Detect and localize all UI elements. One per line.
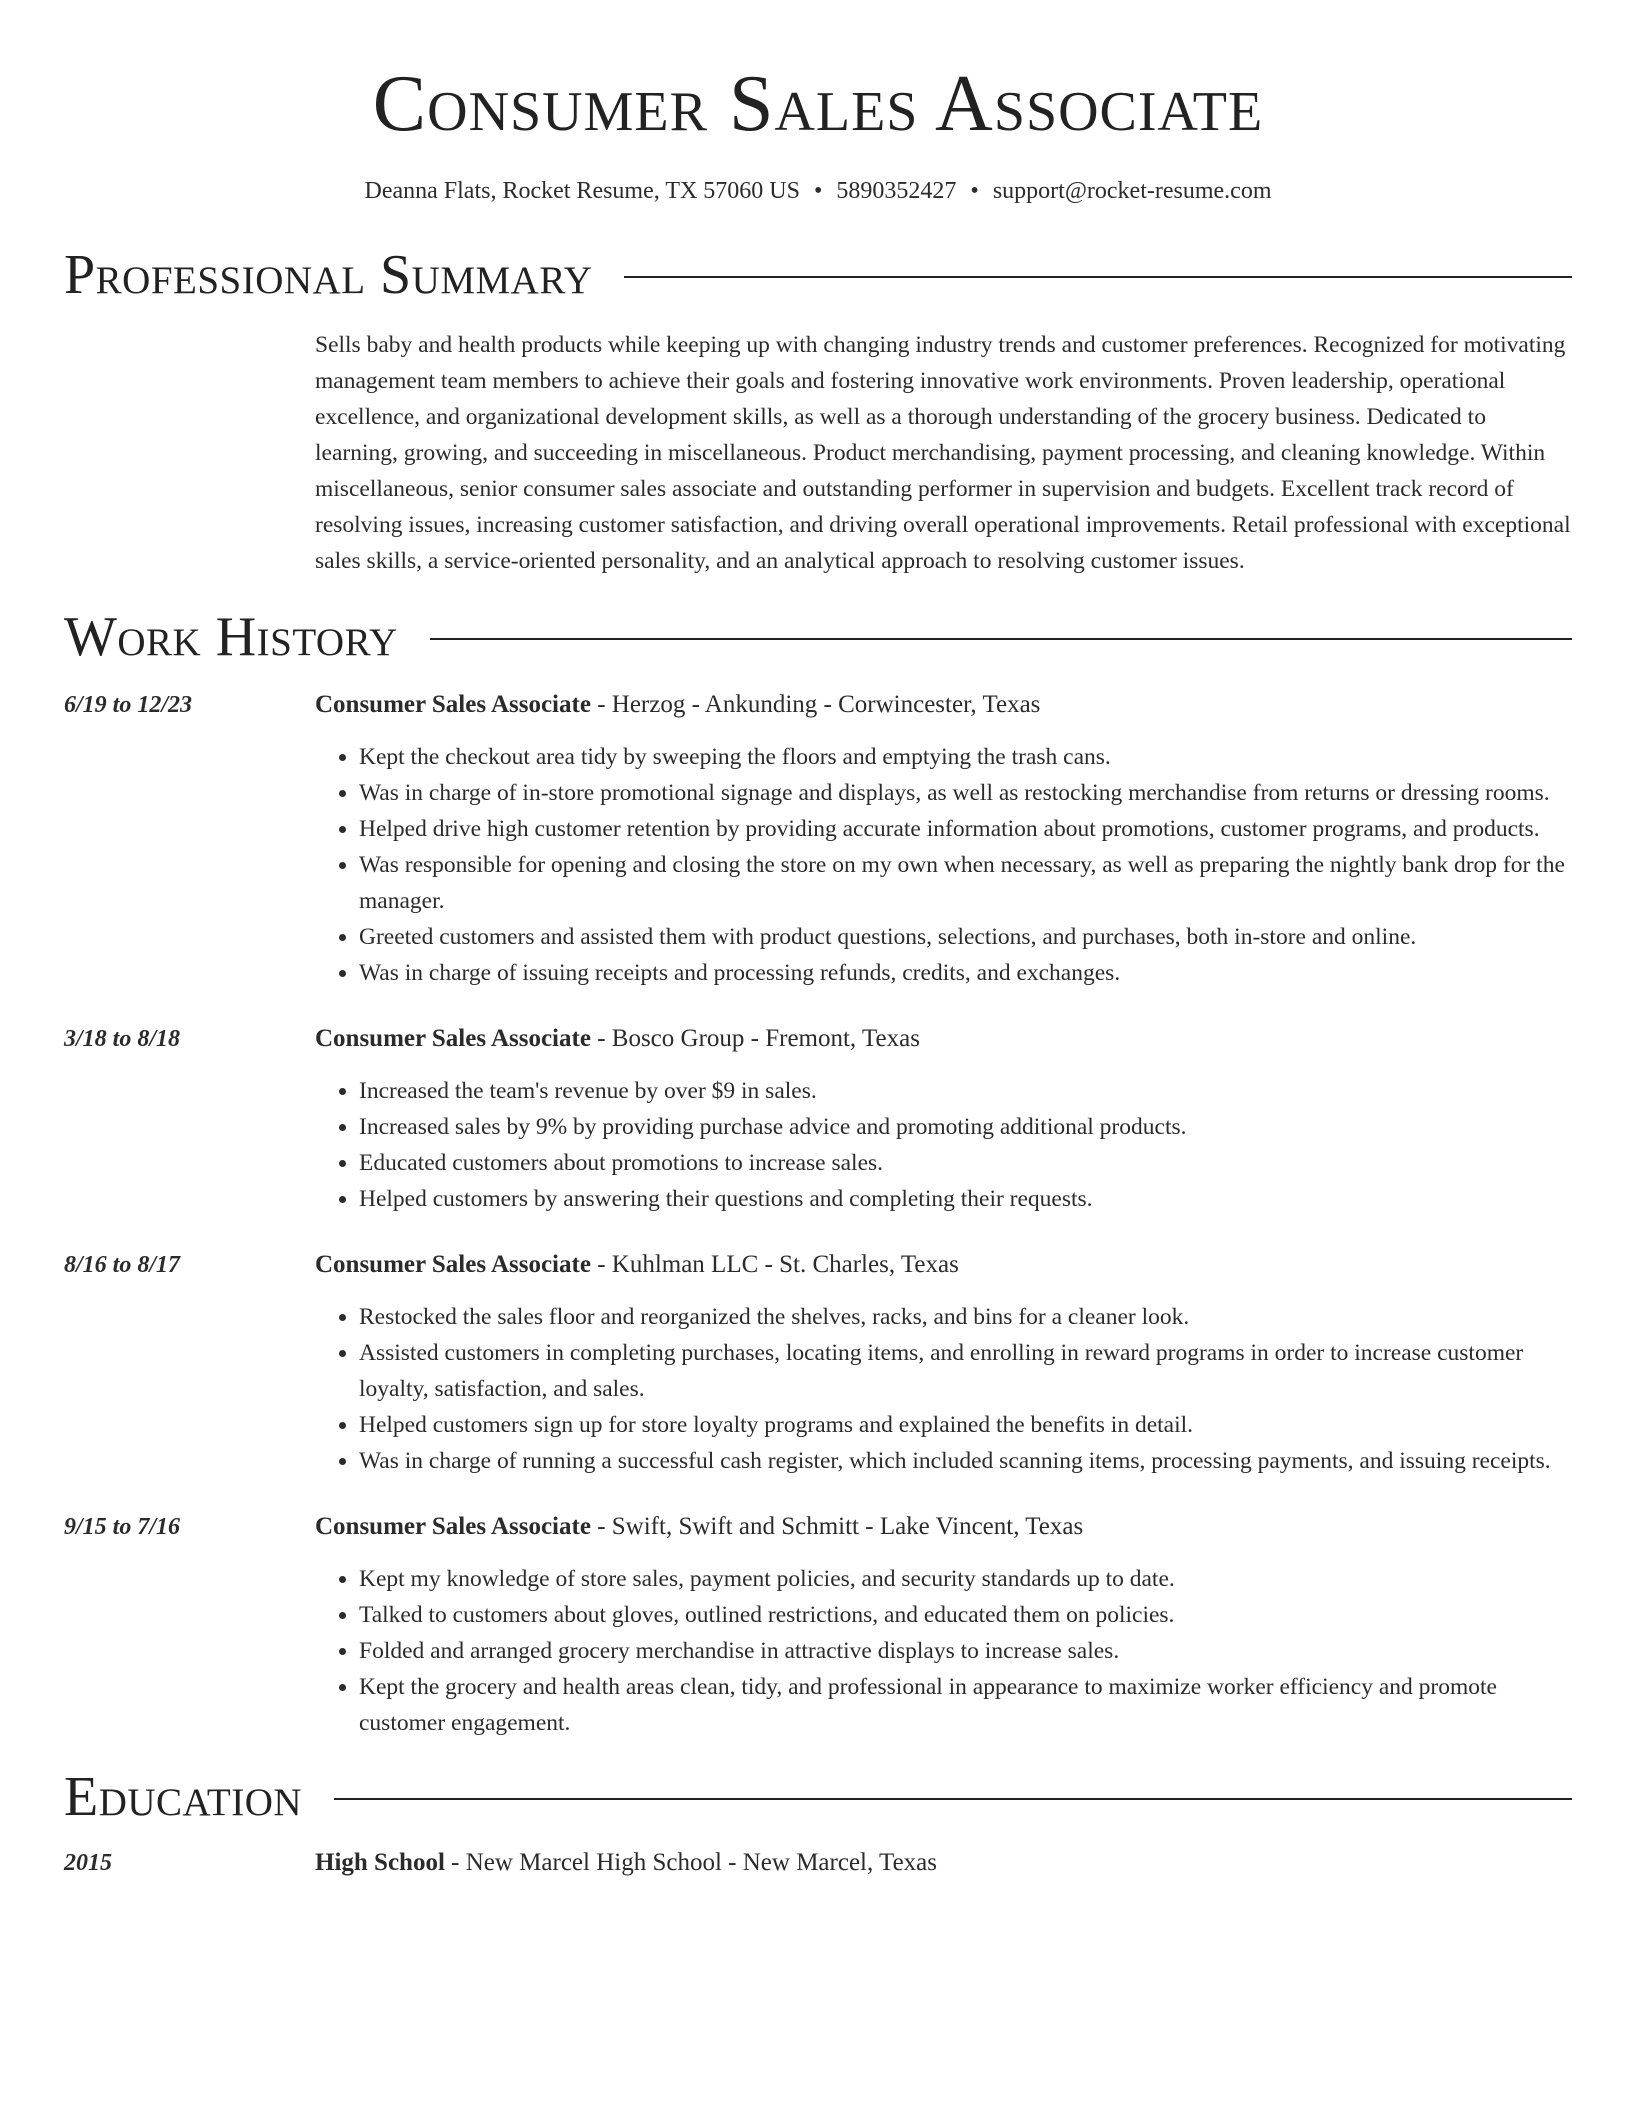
job-details xyxy=(315,1247,1572,1479)
list-item: • Kept the checkout area tidy by sweeping the floors and emptying the trash cans. xyxy=(359,739,1572,775)
work-section-header xyxy=(64,606,1572,668)
candidate-name: Consumer Sales Associate xyxy=(372,60,1264,148)
job-employer: - Bosco Group - Fremont, Texas xyxy=(590,1025,920,1052)
list-item: • Increased sales by 9% by providing purchase advice and promoting additional products. xyxy=(359,1109,1572,1145)
list-item: • Was responsible for opening and closing the store on my own when necessary, as well as preparing the nightly bank drop for the manager. xyxy=(359,847,1572,919)
summary-row xyxy=(64,327,1572,579)
job-bullets xyxy=(315,1561,1572,1741)
list-item: • Kept the grocery and health areas clean, tidy, and professional in appearance to maximize worker efficiency and promote customer engagement. xyxy=(359,1669,1572,1741)
list-item: • Increased the team's revenue by over $9 in sales. xyxy=(359,1073,1572,1109)
list-item: • Helped customers by answering their questions and completing their requests. xyxy=(359,1181,1572,1217)
job-entry xyxy=(64,687,1572,991)
section-divider xyxy=(430,638,1572,640)
job-heading xyxy=(315,1247,1572,1283)
job-dates: 6/19 to 12/23 xyxy=(64,692,193,718)
job-dates: 3/18 to 8/18 xyxy=(64,1026,181,1052)
education-year: 2015 xyxy=(64,1850,112,1876)
list-item: • Restocked the sales floor and reorganized the shelves, racks, and bins for a cleaner look. xyxy=(359,1299,1572,1335)
list-item: • Was in charge of in-store promotional signage and displays, as well as restocking merchandise from returns or dressing rooms. xyxy=(359,775,1572,811)
job-employer: - Swift, Swift and Schmitt - Lake Vincent, Texas xyxy=(590,1513,1084,1540)
list-item: • Talked to customers about gloves, outlined restrictions, and educated them on policies. xyxy=(359,1597,1572,1633)
job-bullets xyxy=(315,739,1572,991)
contact-separator: • xyxy=(970,178,979,204)
job-entry xyxy=(64,1021,1572,1217)
list-item: • Was in charge of running a successful cash register, which included scanning items, processing payments, and issuing receipts. xyxy=(359,1443,1572,1479)
contact-email: support@rocket-resume.com xyxy=(992,178,1272,204)
education-section-header xyxy=(64,1766,1572,1828)
contact-phone: 5890352427 xyxy=(836,178,957,204)
contact-separator: • xyxy=(814,178,823,204)
contact-address: Deanna Flats, Rocket Resume, TX 57060 US xyxy=(364,178,800,204)
job-dates: 9/15 to 7/16 xyxy=(64,1514,181,1540)
job-bullets xyxy=(315,1073,1572,1217)
job-role: Consumer Sales Associate xyxy=(315,1025,591,1052)
job-entry xyxy=(64,1247,1572,1479)
section-divider xyxy=(624,276,1572,278)
list-item: • Helped customers sign up for store loyalty programs and explained the benefits in detail. xyxy=(359,1407,1572,1443)
work-section-title: Work History xyxy=(64,606,398,668)
list-item: • Helped drive high customer retention by providing accurate information about promotions, customer programs, and products. xyxy=(359,811,1572,847)
job-employer: - Kuhlman LLC - St. Charles, Texas xyxy=(590,1251,959,1278)
section-divider xyxy=(334,1798,1572,1800)
job-bullets xyxy=(315,1299,1572,1479)
list-item: • Greeted customers and assisted them with product questions, selections, and purchases, both in-store and online. xyxy=(359,919,1572,955)
job-details xyxy=(315,1509,1572,1741)
list-item: • Kept my knowledge of store sales, payment policies, and security standards up to date. xyxy=(359,1561,1572,1597)
job-details xyxy=(315,687,1572,991)
list-item: • Was in charge of issuing receipts and processing refunds, credits, and exchanges. xyxy=(359,955,1572,991)
list-item: • Folded and arranged grocery merchandise in attractive displays to increase sales. xyxy=(359,1633,1572,1669)
job-role: Consumer Sales Associate xyxy=(315,1251,591,1278)
job-heading xyxy=(315,1509,1572,1545)
job-entry xyxy=(64,1509,1572,1741)
education-section-title: Education xyxy=(64,1766,303,1828)
job-heading xyxy=(315,687,1572,723)
list-item: • Assisted customers in completing purchases, locating items, and enrolling in reward programs in order to increase customer loyalty, satisfaction, and sales. xyxy=(359,1335,1572,1407)
summary-text: Sells baby and health products while keeping up with changing industry trends and customer preferences. Recognized for motivating management team members to achieve their goals and fostering innovative work environments. Proven leadership, operational excellence, and organizational development skills, as well as a thorough understanding of the grocery business. Dedicated to learning, growing, and succeeding in miscellaneous. Product merchandising, payment processing, and cleaning knowledge. Within miscellaneous, senior consumer sales associate and outstanding performer in supervision and budgets. Excellent track record of resolving issues, increasing customer satisfaction, and driving overall operational improvements. Retail professional with exceptional sales skills, a service-oriented personality, and an analytical approach to resolving customer issues. xyxy=(315,332,1571,574)
education-entry xyxy=(64,1845,1572,1881)
education-degree: High School xyxy=(315,1849,445,1876)
list-item: • Educated customers about promotions to increase sales. xyxy=(359,1145,1572,1181)
job-role: Consumer Sales Associate xyxy=(315,1513,591,1540)
education-details xyxy=(315,1845,1572,1881)
summary-section-title: Professional Summary xyxy=(64,244,593,306)
job-employer: - Herzog - Ankunding - Corwincester, Texas xyxy=(590,691,1041,718)
summary-left-spacer xyxy=(64,327,315,579)
summary-section-header xyxy=(64,244,1572,306)
job-dates: 8/16 to 8/17 xyxy=(64,1252,181,1278)
job-role: Consumer Sales Associate xyxy=(315,691,591,718)
job-details xyxy=(315,1021,1572,1217)
education-school: - New Marcel High School - New Marcel, Texas xyxy=(444,1849,937,1876)
job-heading xyxy=(315,1021,1572,1057)
contact-line xyxy=(64,178,1572,205)
